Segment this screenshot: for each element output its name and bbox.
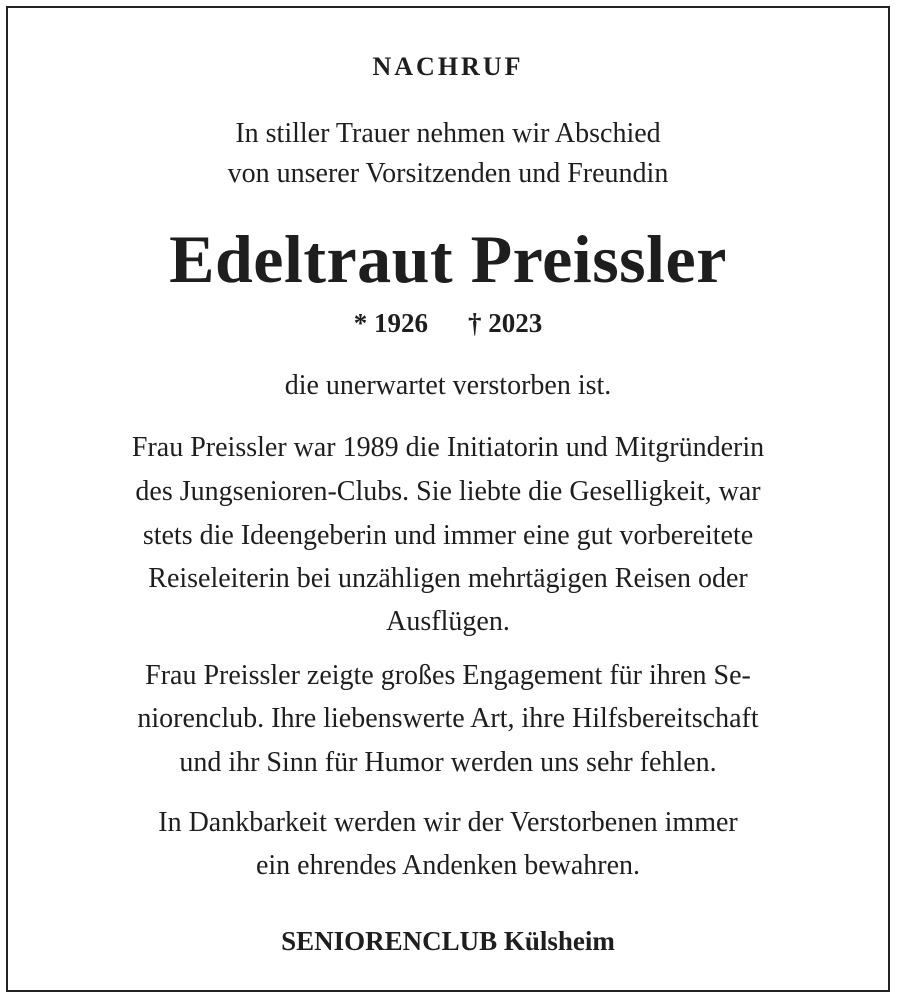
paragraph-2-line: Frau Preissler zeigte großes Engagement für ihren Se- — [145, 660, 751, 691]
intro-line-2: von unserer Vorsitzenden und Freundin — [227, 158, 669, 189]
paragraph-1-line: Frau Preissler war 1989 die Initiatorin und Mitgründerin — [131, 432, 765, 463]
death-statement: die unerwartet verstorben ist. — [284, 370, 612, 401]
club-signature: SENIORENCLUB Külsheim — [281, 926, 615, 956]
obituary-notice — [6, 6, 890, 992]
notice-heading: NACHRUF — [372, 52, 524, 81]
deceased-name: Edeltraut Preissler — [169, 221, 727, 297]
life-dates — [8, 308, 888, 339]
paragraph-1-line: Ausflügen. — [386, 606, 510, 637]
paragraph-1-line: Reiseleiterin bei unzähligen mehrtägigen Reisen oder — [148, 563, 748, 594]
paragraph-3-line: In Dankbarkeit werden wir der Verstorbenen immer — [158, 807, 738, 838]
intro-line-1: In stiller Trauer nehmen wir Abschied — [235, 118, 661, 149]
paragraph-2-line: niorenclub. Ihre liebenswerte Art, ihre Hilfsbereitschaft — [137, 703, 759, 734]
birth-year: * 1926 — [353, 308, 428, 338]
paragraph-2-line: und ihr Sinn für Humor werden uns sehr fehlen. — [179, 747, 717, 778]
paragraph-1-line: des Jungsenioren-Clubs. Sie liebte die Geselligkeit, war — [135, 476, 761, 507]
paragraph-3-line: ein ehrendes Andenken bewahren. — [255, 850, 641, 881]
paragraph-1-line: stets die Ideengeberin und immer eine gut vorbereitete — [142, 520, 754, 551]
death-year: † 2023 — [468, 308, 543, 338]
